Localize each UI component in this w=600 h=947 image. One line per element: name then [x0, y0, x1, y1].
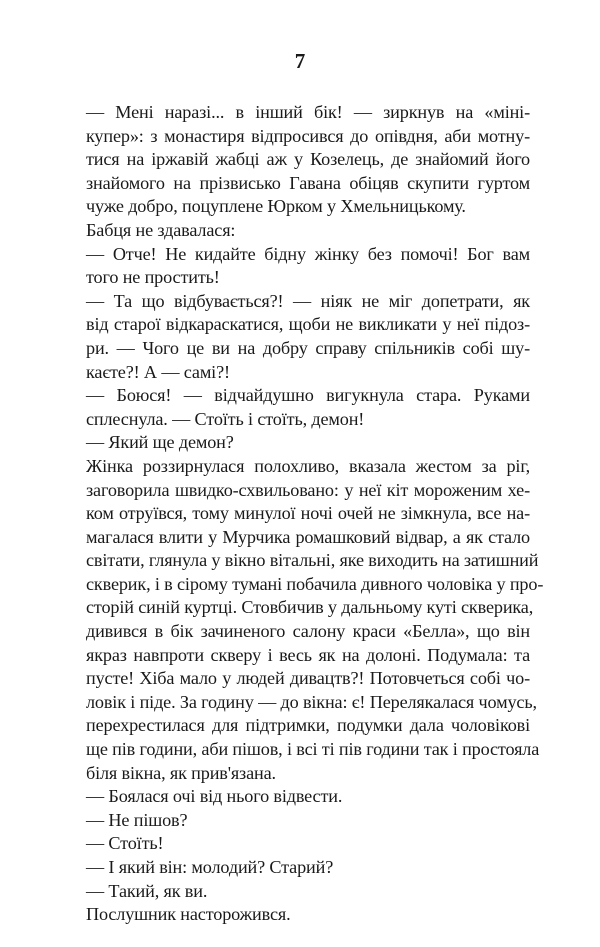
text-line: заговорила швидко-схвильовано: у неї кіт мороженим хе- — [86, 479, 530, 500]
text-line: — Та що відбувається?! — ніяк не міг допетрати, як — [86, 290, 530, 311]
paragraph — [86, 832, 530, 856]
text-line: світати, глянула у вікно вітальні, яке виходить на затишний — [86, 550, 539, 571]
text-line: знайомого на прізвисько Гавана обіцяв скупити гуртом — [86, 172, 530, 193]
text-line: пусте! Хіба мало у людей дивацтв?! Потовчеться собі чо- — [86, 668, 530, 689]
paragraph — [86, 243, 530, 290]
text-line: ри. — Чого це ви на добру справу спільників собі шу- — [86, 337, 530, 358]
text-line: скверик, і в сірому тумані побачила дивного чоловіка у про- — [86, 573, 544, 594]
text-line: — Боялася очі від нього відвести. — [86, 786, 343, 807]
text-line: Бабця не здавалася: — [86, 219, 236, 240]
text-line: каєте?! А — самі?! — [86, 361, 230, 382]
text-line: дивився в бік зачиненого салону краси «Белла», що він — [86, 621, 530, 642]
text-line: того не простить! — [86, 267, 220, 288]
paragraph — [86, 455, 544, 785]
paragraph — [86, 384, 530, 431]
text-line: — І який він: молодий? Старий? — [86, 857, 334, 877]
text-line: ловік і піде. За годину — до вікна: є! Перелякалася чомусь, — [86, 691, 537, 712]
text-line: сторій синій куртці. Стовбичив у дальньому куті скверика, — [86, 597, 534, 618]
text-line: сплеснула. — Стоїть і стоїть, демон! — [86, 408, 365, 429]
paragraph — [86, 856, 530, 880]
paragraph — [86, 101, 530, 219]
text-line: — Мені наразі... в інший бік! — зиркнув на «міні- — [86, 102, 530, 122]
text-line: перехрестилася для підтримки, подумки дала чоловікові — [86, 715, 530, 736]
text-line: магалася влити у Мурчика ромашковий відвар, а як стало — [86, 526, 530, 547]
text-line: якраз навпроти скверу і весь як на долоні. Подумала: та — [86, 644, 530, 665]
text-line: — Не пішов? — [86, 809, 188, 830]
body-text — [86, 101, 544, 927]
paragraph — [86, 290, 530, 384]
text-line: — Такий, як ви. — [86, 880, 208, 901]
page-number: 7 — [294, 49, 306, 73]
paragraph — [86, 809, 530, 833]
text-line: ще пів години, аби пішов, і всі ті пів години так і простояла — [86, 739, 540, 760]
text-line: — Стоїть! — [86, 833, 164, 854]
text-line: Послушник насторожився. — [86, 904, 291, 925]
paragraph — [86, 880, 530, 904]
text-line: тися на іржавій жабці аж у Козелець, де знайомий його — [86, 149, 530, 170]
text-line: Жінка роззирнулася полохливо, вказала жестом за ріг, — [86, 455, 530, 476]
text-line: — Боюся! — відчайдушно вигукнула стара. Руками — [86, 385, 530, 406]
paragraph — [86, 903, 530, 927]
text-line: чуже добро, поцуплене Юрком у Хмельницькому. — [86, 196, 466, 217]
text-line: біля вікна, як прив'язана. — [86, 762, 276, 783]
paragraph — [86, 219, 530, 243]
text-line: — Отче! Не кидайте бідну жінку без помочі! Бог вам — [86, 243, 530, 264]
paragraph — [86, 785, 530, 809]
text-line: від старої відкараскатися, щоби не викликати у неї підоз- — [86, 314, 530, 335]
text-line: купер»: з монастиря відпросився до опівдня, аби мотну- — [86, 125, 530, 146]
paragraph — [86, 431, 530, 455]
text-line: ком отруївся, тому минулої ночі очей не зімкнула, все на- — [86, 503, 530, 524]
text-line: — Який ще демон? — [86, 432, 234, 453]
